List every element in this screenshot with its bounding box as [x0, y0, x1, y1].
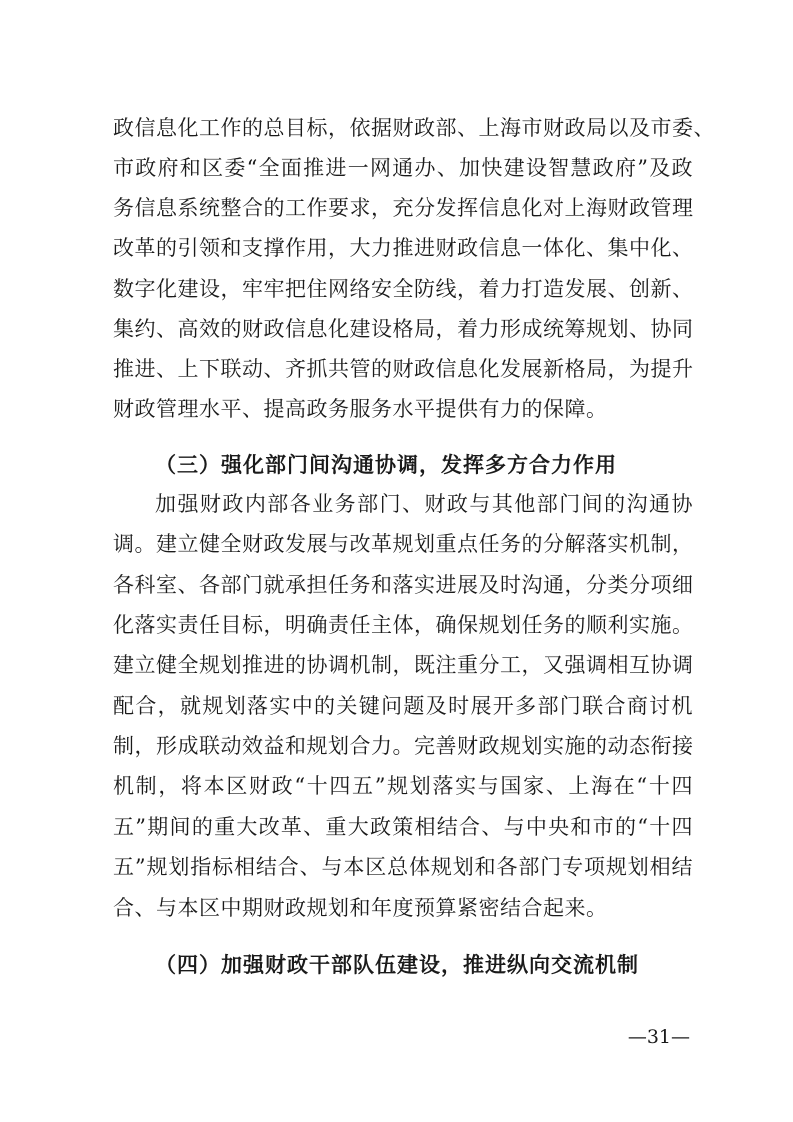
paragraph-line: 各科室、各部门就承担任务和落实进展及时沟通，分类分项细	[113, 573, 694, 597]
section-heading-4: （四）加强财政干部队伍建设，推进纵向交流机制	[155, 953, 639, 977]
paragraph-line: 五”规划指标相结合、与本区总体规划和各部门专项规划相结	[113, 855, 693, 879]
section-heading-3: （三）强化部门间沟通协调，发挥多方合力作用	[155, 453, 617, 477]
paragraph-line: 制，形成联动效益和规划合力。完善财政规划实施的动态衔接	[113, 734, 694, 758]
body-line: 市政府和区委“全面推进一网通办、加快建设智慧政府”及政	[113, 156, 693, 180]
paragraph-line: 五”期间的重大改革、重大政策相结合、与中央和市的“十四	[113, 815, 693, 839]
body-line: 政信息化工作的总目标，依据财政部、上海市财政局以及市委、	[113, 116, 715, 140]
paragraph-line: 合、与本区中期财政规划和年度预算紧密结合起来。	[113, 896, 608, 920]
body-line: 务信息系统整合的工作要求，充分发挥信息化对上海财政管理	[113, 196, 694, 220]
paragraph-line: 加强财政内部各业务部门、财政与其他部门间的沟通协	[155, 492, 693, 516]
body-line: 推进、上下联动、齐抓共管的财政信息化发展新格局，为提升	[113, 357, 694, 381]
page-number: —31—	[627, 1026, 690, 1048]
paragraph-line: 建立健全规划推进的协调机制，既注重分工，又强调相互协调	[113, 653, 694, 677]
paragraph-line: 配合，就规划落实中的关键问题及时展开多部门联合商讨机	[113, 694, 693, 718]
body-line: 财政管理水平、提高政务服务水平提供有力的保障。	[113, 397, 608, 421]
body-line: 数字化建设，牢牢把住网络安全防线，着力打造发展、创新、	[113, 277, 694, 301]
body-line: 改革的引领和支撑作用，大力推进财政信息一体化、集中化、	[113, 236, 694, 260]
paragraph-line: 调。建立健全财政发展与改革规划重点任务的分解落实机制，	[113, 532, 694, 556]
paragraph-line: 机制，将本区财政“十四五”规划落实与国家、上海在“十四	[113, 774, 693, 798]
paragraph-line: 化落实责任目标，明确责任主体，确保规划任务的顺利实施。	[113, 613, 694, 637]
body-line: 集约、高效的财政信息化建设格局，着力形成统筹规划、协同	[113, 317, 694, 341]
